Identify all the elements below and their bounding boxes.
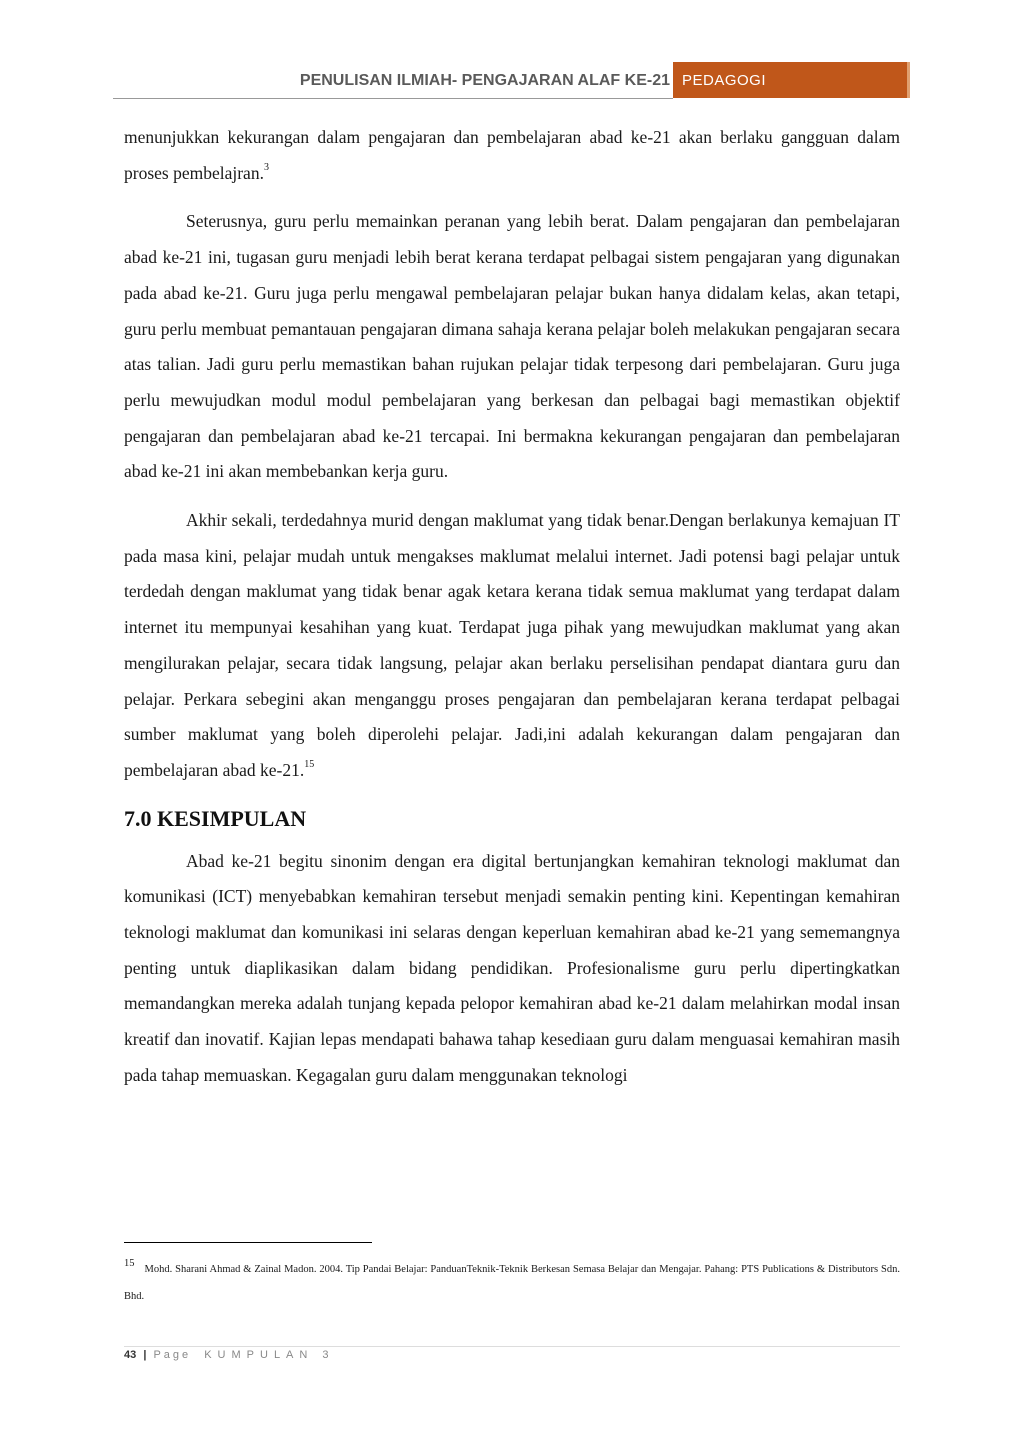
- footnote-number: 15: [124, 1258, 135, 1269]
- paragraph-2: Seterusnya, guru perlu memainkan peranan yang lebih berat. Dalam pengajaran dan pembelajaran abad ke-21 ini, tugasan guru menjadi lebih berat kerana terdapat pelbagai sistem pengajaran yang digunakan pada abad ke-21. Guru juga perlu mengawal pembelajaran pelajar bukan hanya didalam kelas, akan tetapi, guru perlu membuat pemantauan pengajaran dimana sahaja kerana pelajar boleh melakukan pengajaran secara atas talian. Jadi guru perlu memastikan bahan rujukan pelajar tidak terpesong dari pembelajaran. Guru juga perlu mewujudkan modul modul pembelajaran yang berkesan dan pelbagai bagi memastikan objektif pengajaran dan pembelajaran abad ke-21 tercapai. Ini bermakna kekurangan pengajaran dan pembelajaran abad ke-21 ini akan membebankan kerja guru.: [124, 211, 900, 482]
- paragraph-3-text: Akhir sekali, terdedahnya murid dengan maklumat yang tidak benar.Dengan berlakunya kemajuan IT pada masa kini, pelajar mudah untuk mengakses maklumat melalui internet. Jadi potensi bagi pelajar untuk terdedah dengan maklumat yang tidak benar agak ketara kerana tidak semua maklumat yang terdapat dalam internet itu mempunyai kesahihan yang kuat. Terdapat juga pihak yang mewujudkan maklumat yang akan mengilurakan pelajar, secara tidak langsung, pelajar akan berlaku perselisihan pendapat diantara guru dan pelajar. Perkara sebegini akan menganggu proses pengajaran dan pembelajaran kerana terdapat pelbagai sumber maklumat yang boleh diperolehi pelajar. Jadi,ini adalah kekurangan dalam pengajaran dan pembelajaran abad ke-21.: [124, 510, 900, 780]
- paragraph-1-text: menunjukkan kekurangan dalam pengajaran dan pembelajaran abad ke-21 akan berlaku gangguan dalam proses pembelajran.: [124, 127, 900, 183]
- section-heading: 7.0 KESIMPULAN: [124, 805, 307, 831]
- conclusion-paragraph: Abad ke-21 begitu sinonim dengan era digital bertunjangkan kemahiran teknologi maklumat dan komunikasi (ICT) menyebabkan kemahiran tersebut menjadi semakin penting kini. Kepentingan kemahiran teknologi maklumat dan komunikasi ini selaras dengan keperluan kemahiran abad ke-21 yang sememangnya penting untuk diaplikasikan dalam bidang pendidikan. Profesionalisme guru perlu dipertingkatkan memandangkan mereka adalah tunjang kepada pelopor kemahiran abad ke-21 dalam melahirkan modal insan kreatif dan inovatif. Kajian lepas mendapati bahawa tahap kesediaan guru dalam menguasai kemahiran masih pada tahap memuaskan. Kegagalan guru dalam menggunakan teknologi: [124, 850, 900, 1085]
- header-rule: [113, 98, 673, 99]
- footnote: [124, 1250, 900, 1310]
- paragraph-3: [124, 503, 900, 789]
- page-label: Page: [153, 1349, 192, 1361]
- page-number: 43: [124, 1349, 137, 1361]
- group-label: KUMPULAN 3: [204, 1349, 335, 1361]
- footnote-rule: [124, 1242, 372, 1243]
- footnote-text: Mohd. Sharani Ahmad & Zainal Madon. 2004. Tip Pandai Belajar: PanduanTeknik-Teknik Berkesan Semasa Belajar dan Mengajar. Pahang: PTS Publications & Distributors Sdn. Bhd.: [124, 1264, 900, 1302]
- page-header: [113, 62, 910, 100]
- section-label-box: [673, 62, 910, 98]
- paragraph-1: [124, 120, 900, 191]
- footnote-ref-3[interactable]: 3: [263, 161, 269, 173]
- body-text: [124, 120, 900, 1107]
- section-label: PEDAGOGI: [682, 72, 767, 89]
- footer-rule: [124, 1346, 900, 1347]
- footer-separator: |: [143, 1349, 147, 1361]
- header-title: PENULISAN ILMIAH- PENGAJARAN ALAF KE-21: [299, 72, 670, 89]
- footnote-ref-15[interactable]: 15: [304, 758, 315, 770]
- page-footer: [124, 1349, 335, 1361]
